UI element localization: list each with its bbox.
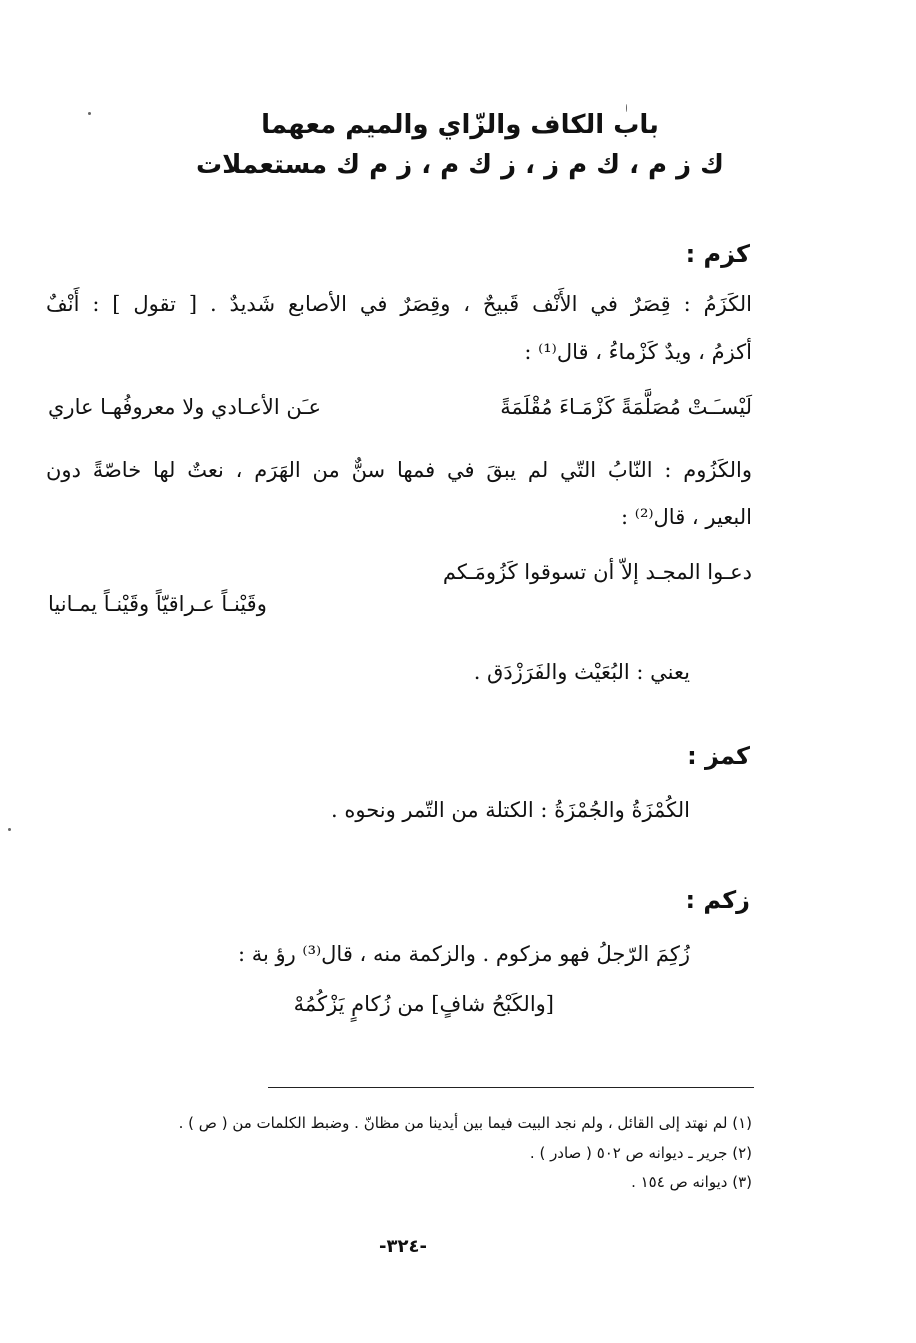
chapter-subtitle: ك ز م ، ك م ز ، ز ك م ، ز م ك مستعملات [196, 150, 724, 180]
entry-text: البعير ، قال⁽²⁾ : [621, 505, 752, 529]
verse-second-hemistich: عـَن الأعـادي ولا معروفُهـا عاري [48, 395, 322, 419]
entry-text: زُكِمَ الرّجلُ فهو مزكوم . والزكمة منه ، قال⁽³⁾ رؤ بة : [237, 942, 690, 966]
entry-heading-kamaz: كمز : [687, 742, 750, 770]
scan-speck [88, 112, 91, 115]
verse-first-hemistich: دعـوا المجـد إلاّ أن تسوقوا كَزُومَـكم [442, 560, 752, 584]
entry-heading-kazam: كزم : [685, 240, 750, 268]
entry-heading-zakam: زكم : [685, 886, 750, 914]
footnote-divider [268, 1087, 754, 1088]
footnote-3: (٣) ديوانه ص ١٥٤ . [631, 1173, 752, 1191]
footnote-1: (١) لم نهتد إلى القائل ، ولم نجد البيت فيما بين أيدينا من مظانّ . وضبط الكلمات من ( ص ) . [178, 1114, 752, 1132]
entry-text: الكَزَمُ : قِصَرٌ في الأَنْف قَبيحٌ ، وقِصَرٌ في الأصابع شَديدٌ . [ تقول ] : أَنْفٌ [46, 292, 752, 316]
verse-second-hemistich: وقَيْنـاً عـراقيّاً وقَيْنـاً يمـانيا [48, 592, 267, 616]
page-number: -٣٢٤- [379, 1236, 427, 1257]
chapter-title: باب الكاف والزّاي والميم معهما [261, 110, 659, 140]
verse-first-hemistich: لَيْسـَـتْ مُصَلَّمَةً كَزْمَـاءَ مُقْلَمَةً [500, 395, 752, 419]
scan-speck [8, 828, 11, 831]
footnote-2: (٢) جرير ـ ديوانه ص ٥٠٢ ( صادر ) . [529, 1144, 752, 1162]
entry-text: أكزمُ ، ويدٌ كَزْماءُ ، قال⁽¹⁾ : [524, 340, 752, 364]
entry-text: والكَزُوم : النّابُ التّي لم يبقَ في فمها سنٌّ من الهَرَم ، نعتٌ لها خاصّةً دون [46, 458, 752, 482]
verse-line: [والكَبْحُ شافٍ] من زُكامٍ يَزْكُمُهْ [293, 992, 554, 1016]
entry-text: الكُمْزَةُ والجُمْزَةُ : الكتلة من التّمر ونحوه . [331, 798, 690, 822]
entry-text: يعني : البُعَيْث والفَرَزْدَق . [473, 660, 690, 684]
